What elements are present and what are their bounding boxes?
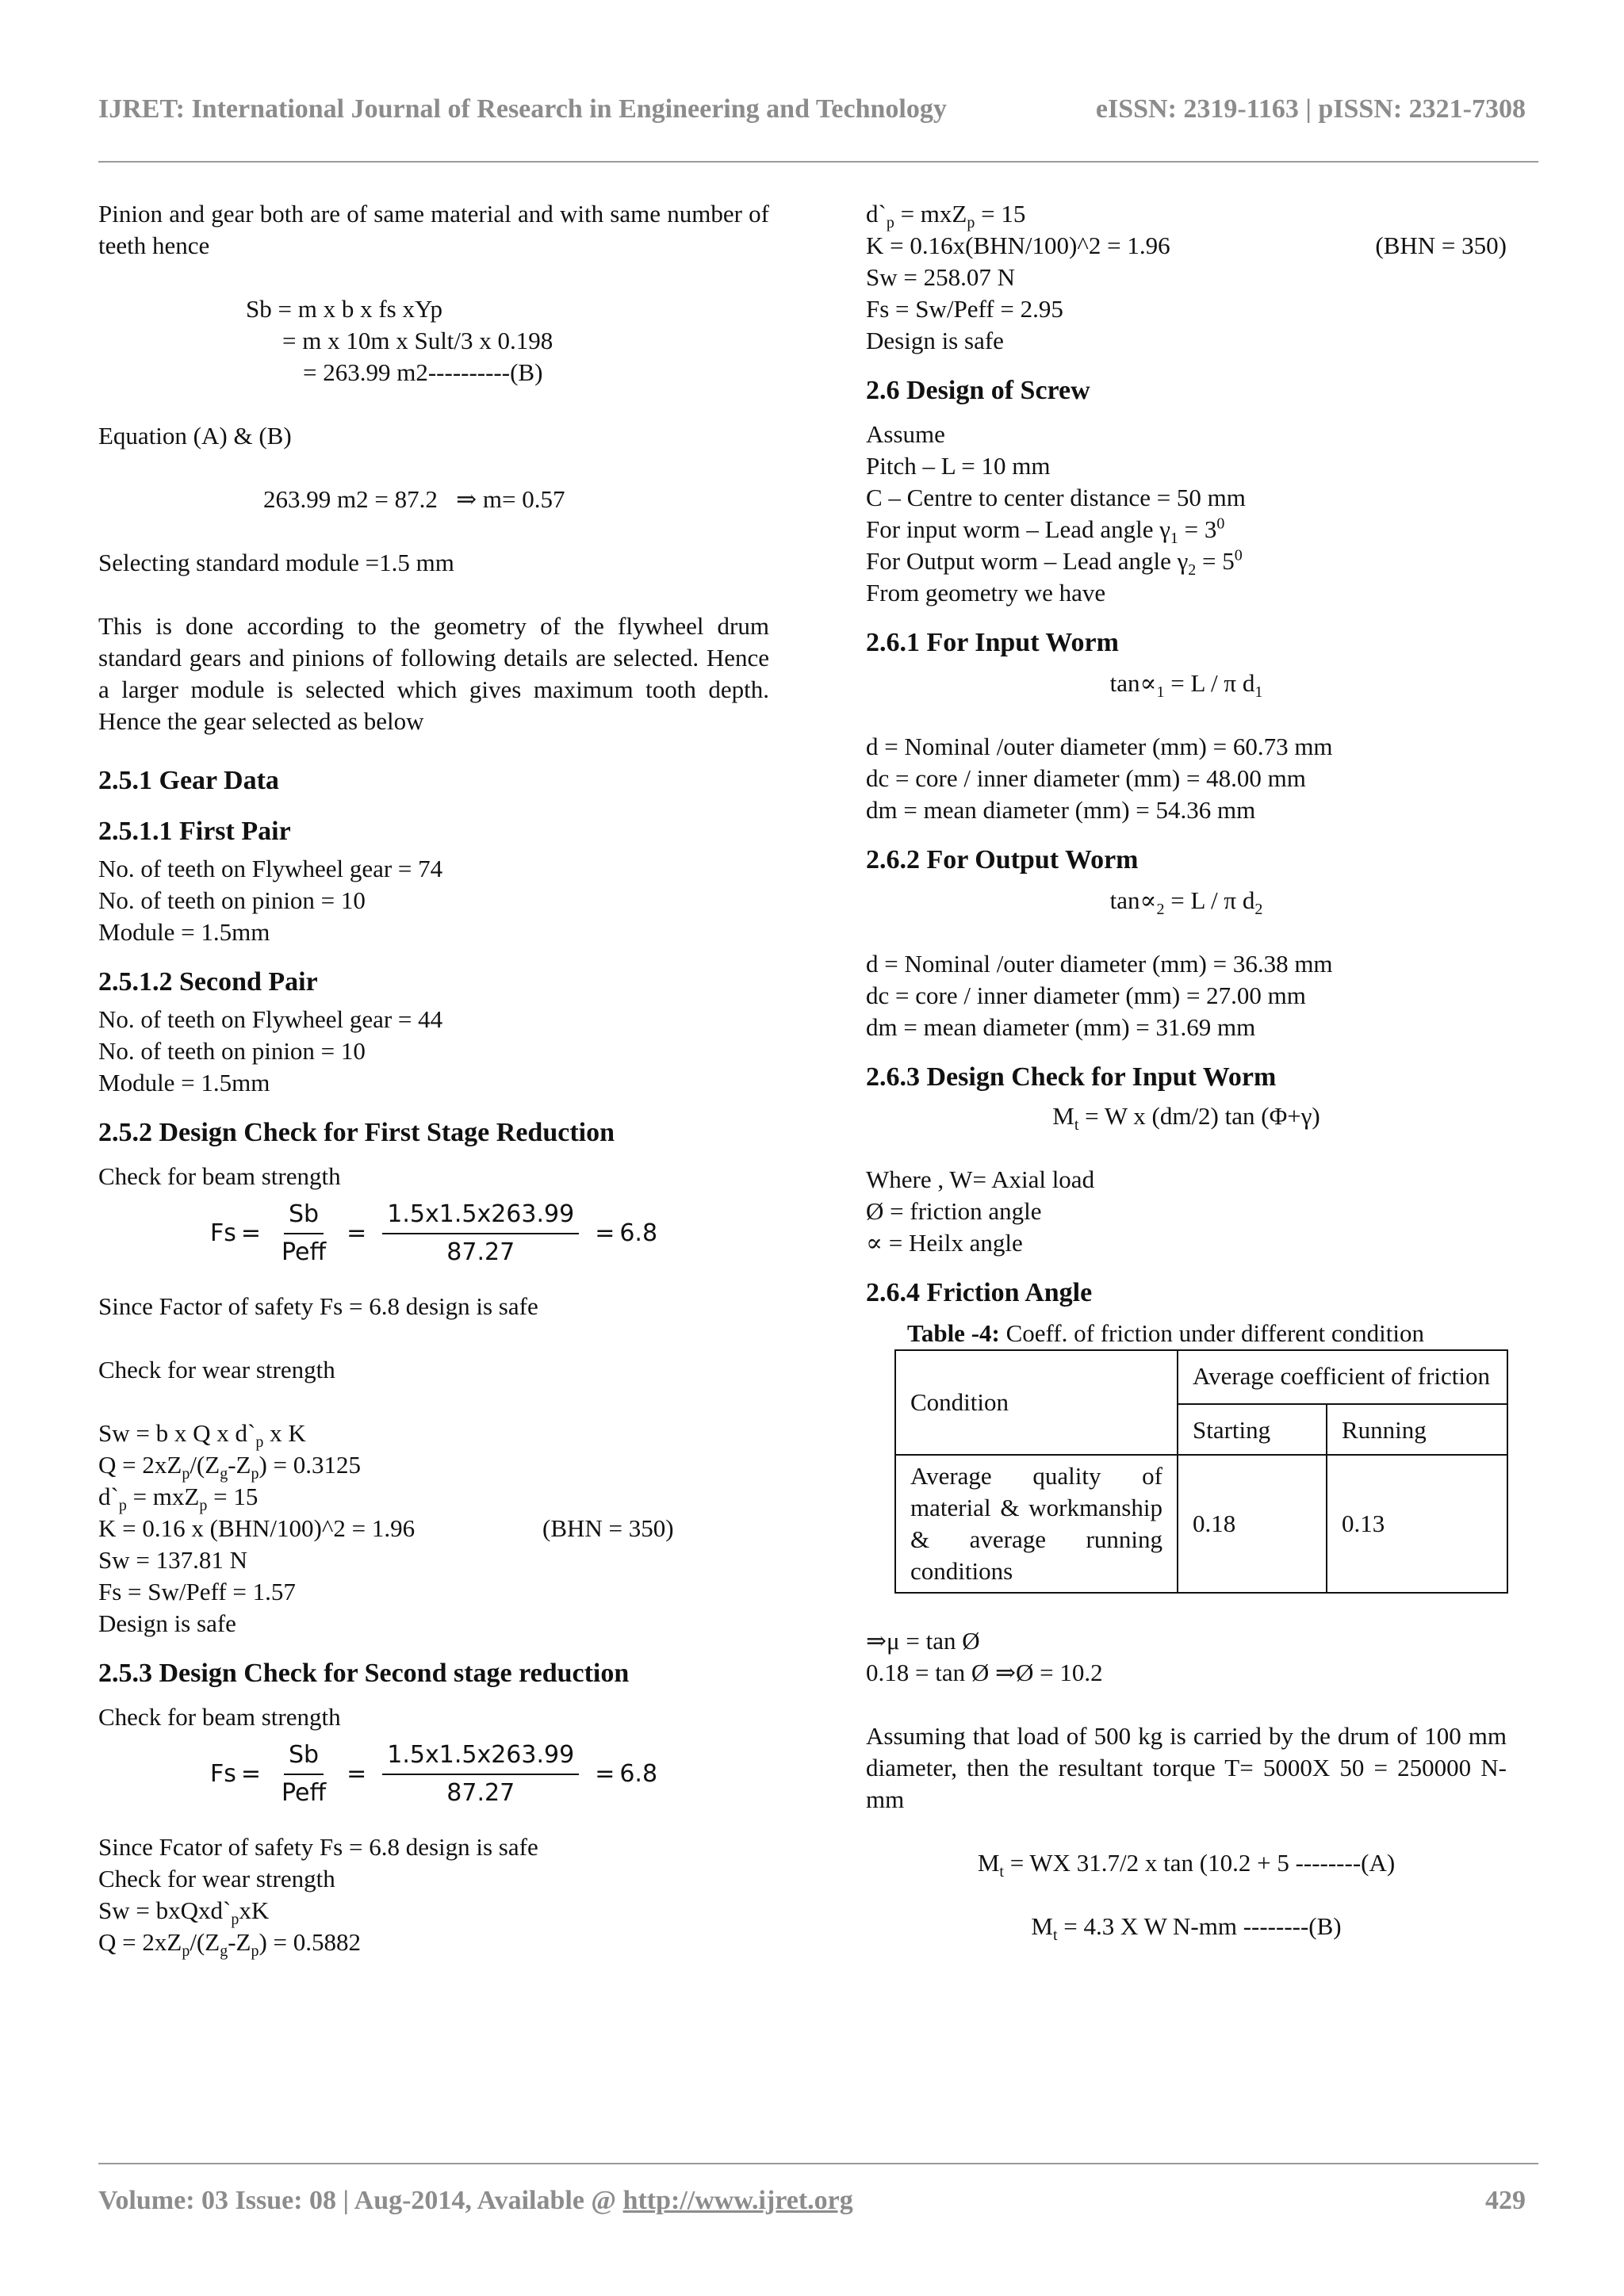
table-row [895, 1455, 1507, 1593]
equation-ab-label: Equation (A) & (B) [98, 422, 292, 450]
heading-check-input-worm: 2.6.3 Design Check for Input Worm [866, 1062, 1277, 1092]
first-pair-gear-teeth: No. of teeth on Flywheel gear = 74 [98, 855, 443, 882]
check-beam-strength-2: Check for beam strength [98, 1703, 341, 1731]
heading-second-stage: 2.5.3 Design Check for Second stage reduction [98, 1659, 630, 1688]
heading-friction-angle: 2.6.4 Friction Angle [866, 1278, 1093, 1307]
sw-equation-1: Sw = b x Q x $d`_p$ x K [98, 1419, 306, 1452]
fraction-denominator: 87.27 [446, 1779, 515, 1807]
check-wear-strength-1: Check for wear strength [98, 1356, 335, 1383]
module-eq-rhs: m= 0.57 [482, 485, 565, 513]
from-geometry-text: From geometry we have [866, 579, 1106, 607]
centre-distance-text: C – Centre to center distance = 50 mm [866, 484, 1246, 511]
tan-equation-2: $\tan\propto_2 = L / \pi$ $d_2$ [1109, 886, 1263, 919]
heading-input-worm: 2.6.1 For Input Worm [866, 628, 1119, 657]
fraction-sb-peff [277, 1200, 331, 1268]
table-header-running: Running [1327, 1404, 1507, 1455]
helix-angle-definition: ∝ = Heilx angle [866, 1229, 1023, 1257]
torque-equation-a: $M_t$ = WX 31.7/2 x tan (10.2 + 5 --------(A) [977, 1849, 1396, 1881]
safe-statement-2: Since Fcator of safety Fs = 6.8 design is safe [98, 1833, 538, 1861]
heading-first-stage: 2.5.2 Design Check for First Stage Reduction [98, 1118, 615, 1147]
bhn-note-1: (BHN = 350) [542, 1514, 674, 1542]
header-rule [98, 161, 1538, 163]
intro-paragraph: Pinion and gear both are of same material and with same number of teeth hence [98, 200, 769, 259]
fs-result: 6.8 [619, 1219, 658, 1247]
sw-equation-2: $Sw = bxQxd`_pxK$ [98, 1896, 270, 1929]
safe-statement-1: Since Factor of safety Fs = 6.8 design is safe [98, 1292, 538, 1320]
torque-equation: $M_t = W$ x (dm/2) tan (Φ+γ) [1052, 1102, 1320, 1135]
second-pair-gear-teeth: No. of teeth on Flywheel gear = 44 [98, 1005, 443, 1033]
heading-output-worm: 2.6.2 For Output Worm [866, 845, 1139, 874]
output-mean-diameter: dm = mean diameter (mm) = 31.69 mm [866, 1013, 1256, 1041]
second-pair-module: Module = 1.5mm [98, 1069, 270, 1096]
pitch-text: Pitch – L = 10 mm [866, 452, 1051, 480]
friction-table [894, 1349, 1508, 1594]
check-wear-strength-2: Check for wear strength [98, 1865, 335, 1892]
fraction-values [382, 1740, 579, 1808]
second-pair-pinion-teeth: No. of teeth on pinion = 10 [98, 1037, 366, 1065]
first-pair-pinion-teeth: No. of teeth on pinion = 10 [98, 886, 366, 914]
tan-equation-1: $\tan\propto_1 = L / \pi$ $d_1$ [1109, 669, 1263, 702]
fraction-denominator: Peff [281, 1238, 327, 1266]
torque-equation-b: $M_t = 4.3$ X W N-mm --------(B) [1031, 1912, 1342, 1945]
fs-label: Fs [209, 1760, 236, 1788]
check-beam-strength-1: Check for beam strength [98, 1162, 341, 1190]
fraction-numerator: 1.5x1.5x263.99 [382, 1200, 579, 1234]
phi-equation: 0.18 = tan Ø ⇒Ø = 10.2 [866, 1659, 1103, 1686]
table-header-average: Average coefficient of friction [1178, 1350, 1507, 1404]
fs-wear-1: Fs = Sw/Peff = 1.57 [98, 1578, 296, 1605]
k-equation-1: K = 0.16 x (BHN/100)^2 = 1.96 [98, 1514, 416, 1542]
mu-equation: ⇒μ = tan Ø [866, 1627, 980, 1655]
table-cell-starting: 0.18 [1178, 1455, 1327, 1593]
table-caption: Table -4: Coeff. of friction under different condition [907, 1319, 1425, 1347]
k-equation-2-row [866, 230, 1507, 262]
dp-equation-1: $d`_p = mxZ_p = 15$ [98, 1483, 259, 1515]
load-paragraph: Assuming that load of 500 kg is carried by the drum of 100 mm diameter, then the resultant torque T= 5000X 50 = 250000 N-mm [866, 1722, 1507, 1813]
output-outer-diameter: d = Nominal /outer diameter (mm) = 36.38 mm [866, 950, 1333, 978]
fs-result: 6.8 [619, 1760, 658, 1788]
fraction-sb-peff [277, 1740, 331, 1808]
bhn-note-2: (BHN = 350) [1375, 232, 1507, 259]
footer-rule [98, 2163, 1538, 2164]
q-equation-2: $Q = 2xZ_p/(Z_g-Z_p) = 0.5882$ [98, 1928, 362, 1961]
geometry-paragraph: This is done according to the geometry of the flywheel drum standard gears and pinions of following details are selected. Hence a larger module is selected which gives maximum tooth depth. Hence the gear selected as below [98, 612, 769, 735]
module-eq-lhs: 263.99 m2 = 87.2 [263, 485, 438, 513]
heading-first-pair: 2.5.1.1 First Pair [98, 817, 291, 846]
heading-second-pair: 2.5.1.2 Second Pair [98, 967, 318, 997]
input-mean-diameter: dm = mean diameter (mm) = 54.36 mm [866, 796, 1256, 824]
fraction-numerator: Sb [284, 1200, 324, 1234]
k-equation-2: K = 0.16x(BHN/100)^2 = 1.96 [866, 232, 1170, 259]
fraction-values [382, 1200, 579, 1268]
k-equation-1-row [98, 1513, 769, 1544]
design-safe-1: Design is safe [98, 1609, 236, 1637]
heading-design-screw: 2.6 Design of Screw [866, 376, 1090, 405]
journal-title: IJRET: International Journal of Research in Engineering and Technology [98, 94, 947, 124]
output-lead-angle: For Output worm – Lead angle $\gamma_2 = 5^0$ [866, 546, 1243, 580]
page-number: 429 [1485, 2186, 1526, 2215]
assume-text: Assume [866, 420, 945, 448]
output-core-diameter: dc = core / inner diameter (mm) = 27.00 mm [866, 982, 1306, 1009]
fs-label: Fs [209, 1219, 236, 1247]
select-module-text: Selecting standard module =1.5 mm [98, 549, 454, 576]
table-cell-condition: Average quality of material & workmanship & average running conditions [895, 1455, 1178, 1593]
issn-info: eISSN: 2319-1163 | pISSN: 2321-7308 [1095, 94, 1526, 124]
sb-equation-line-3: = 263.99 m2----------(B) [303, 358, 543, 386]
friction-angle-definition: Ø = friction angle [866, 1197, 1042, 1225]
input-lead-angle: For input worm – Lead angle $\gamma_1 = 3^0$ [866, 515, 1225, 548]
design-safe-2: Design is safe [866, 327, 1004, 354]
input-core-diameter: dc = core / inner diameter (mm) = 48.00 mm [866, 764, 1306, 792]
fraction-denominator: Peff [281, 1779, 327, 1807]
first-pair-module: Module = 1.5mm [98, 918, 270, 946]
sw-value-1: Sw = 137.81 N [98, 1546, 247, 1574]
module-result-equation [98, 484, 769, 515]
heading-gear-data: 2.5.1 Gear Data [98, 766, 279, 795]
journal-link[interactable]: http://www.ijret.org [622, 2186, 853, 2215]
input-outer-diameter: d = Nominal /outer diameter (mm) = 60.73 mm [866, 733, 1333, 760]
footer-volume: Volume: 03 Issue: 08 | Aug-2014, Available @ http://www.ijret.org [98, 2186, 853, 2215]
fraction-numerator: Sb [284, 1740, 324, 1775]
table-cell-running: 0.13 [1327, 1455, 1507, 1593]
left-column [98, 198, 769, 1961]
q-equation-1: $Q = 2xZ_p/(Z_g-Z_p) = 0.3125$ [98, 1451, 362, 1483]
fraction-numerator: 1.5x1.5x263.99 [382, 1740, 579, 1775]
sw-value-2: Sw = 258.07 N [866, 263, 1015, 291]
sb-equation-line-2: = m x 10m x Sult/3 x 0.198 [282, 327, 553, 354]
right-column [866, 198, 1507, 1945]
fs-wear-2: Fs = Sw/Peff = 2.95 [866, 295, 1063, 323]
table-header-starting: Starting [1178, 1404, 1327, 1455]
where-axial-load: Where , W= Axial load [866, 1165, 1095, 1193]
dp-equation-2: $d`_p = mxZ_p = 15$ [866, 200, 1026, 232]
fs-equation-1: Fs = $\frac{Sb}{\text{Peff}}$ = $\frac{1.5x1.5x263.99}{87.27}$ = 6.8 [209, 1200, 658, 1266]
table-header-condition: Condition [895, 1350, 1178, 1455]
sb-equation-line-1: Sb = m x b x fs xYp [246, 295, 443, 323]
fraction-denominator: 87.27 [446, 1238, 515, 1266]
fs-equation-2: Fs = $\frac{Sb}{\text{Peff}}$ = $\frac{1.5x1.5x263.99}{87.27}$ = 6.8 [209, 1741, 658, 1807]
implies-icon: ⇒ [456, 485, 477, 513]
